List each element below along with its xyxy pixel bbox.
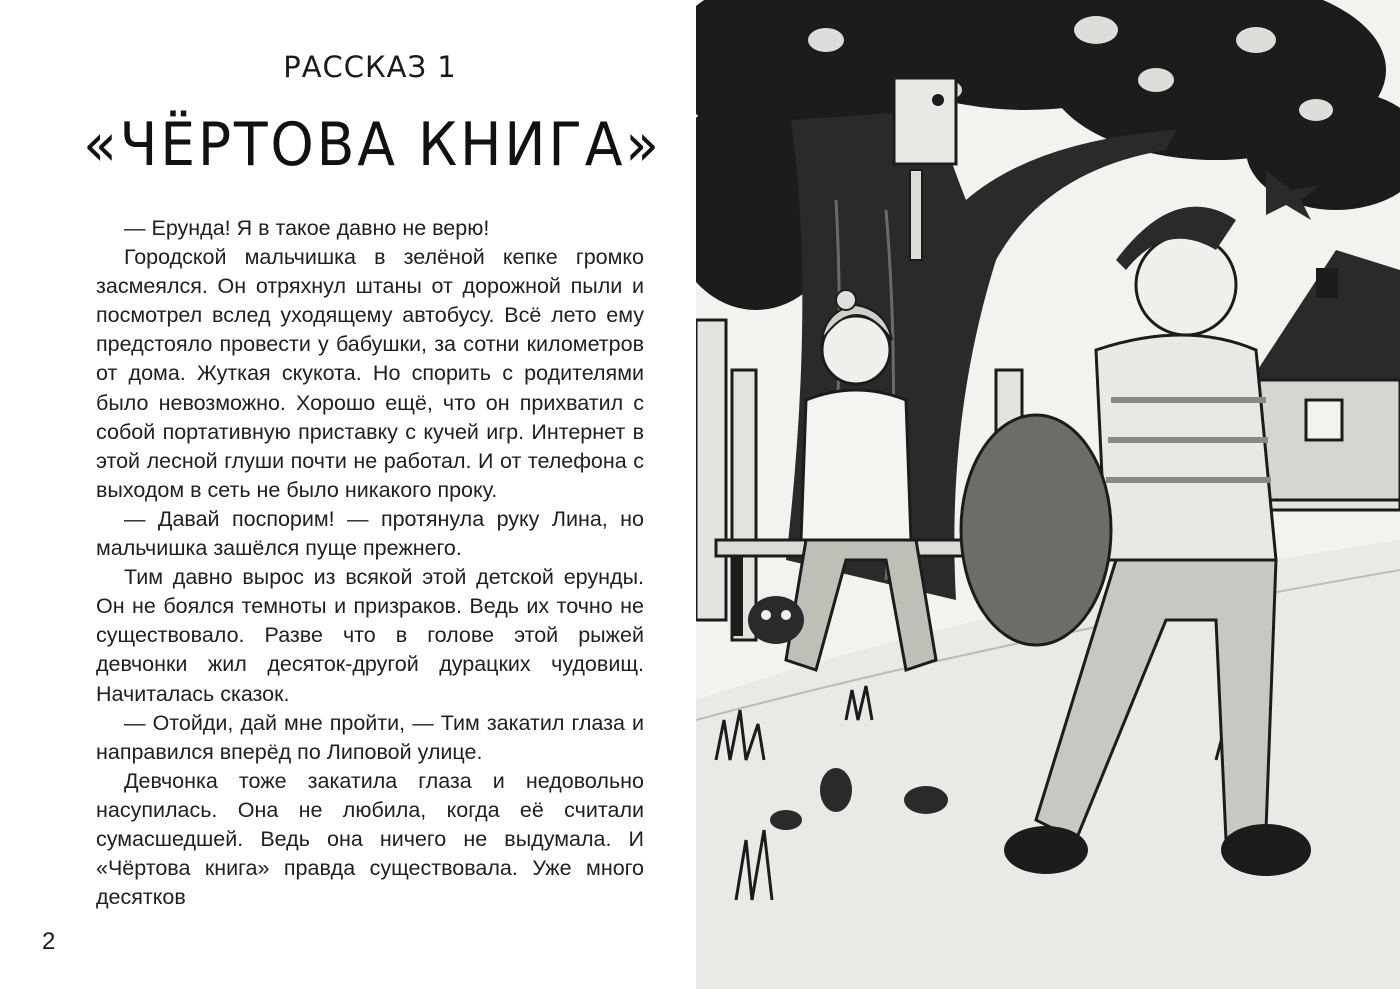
- paragraph: — Давай поспорим! — протянула руку Лина, но мальчишка зашёлся пуще прежнего.: [96, 506, 644, 561]
- story-title: «ЧЁРТОВА КНИГА»: [83, 110, 662, 180]
- paragraph: Городской мальчишка в зелёной кепке громко засмеялся. Он отряхнул штаны от дорожной пыли и посмотрел вслед уходящему автобусу. Всё лето ему предстояло провести у бабушки, за сотни километров от дома. Жуткая скукота. Но спорить с родителями было невозможно. Хорошо ещё, что он прихватил с собой портативную приставку с кучей игр. Интернет в этой лесной глуши почти не работал. И от телефона с выходом в сеть не было никакого проку.: [96, 245, 644, 502]
- chapter-label: РАССКАЗ 1: [283, 50, 457, 84]
- page-number: 2: [42, 928, 56, 955]
- paragraph: — Ерунда! Я в такое давно не верю!: [124, 216, 490, 240]
- backpack: [961, 415, 1111, 645]
- left-shoe: [1004, 826, 1088, 874]
- story-illustration: [696, 0, 1400, 989]
- cat-figure: [748, 596, 804, 644]
- paragraph: Тим давно вырос из всякой этой детской ерунды. Он не боялся темноты и призраков. Ведь их точно не существовало. Разве что в голове этой рыжей девчонки жил десяток-другой дурацких чудовищ. Начиталась сказок.: [96, 565, 644, 706]
- story-text: [96, 214, 644, 912]
- left-page: [0, 0, 693, 989]
- paragraph: — Отойди, дай мне пройти, — Тим закатил глаза и направился вперёд по Липовой улице.: [96, 710, 644, 764]
- right-shoe: [1221, 824, 1311, 876]
- paragraph: Девчонка тоже закатила глаза и недовольно насупилась. Она не любила, когда её считали сумасшедшей. Ведь она ничего не выдумала. И «Чёртова книга» правда существовала. Уже много десятков: [96, 768, 644, 910]
